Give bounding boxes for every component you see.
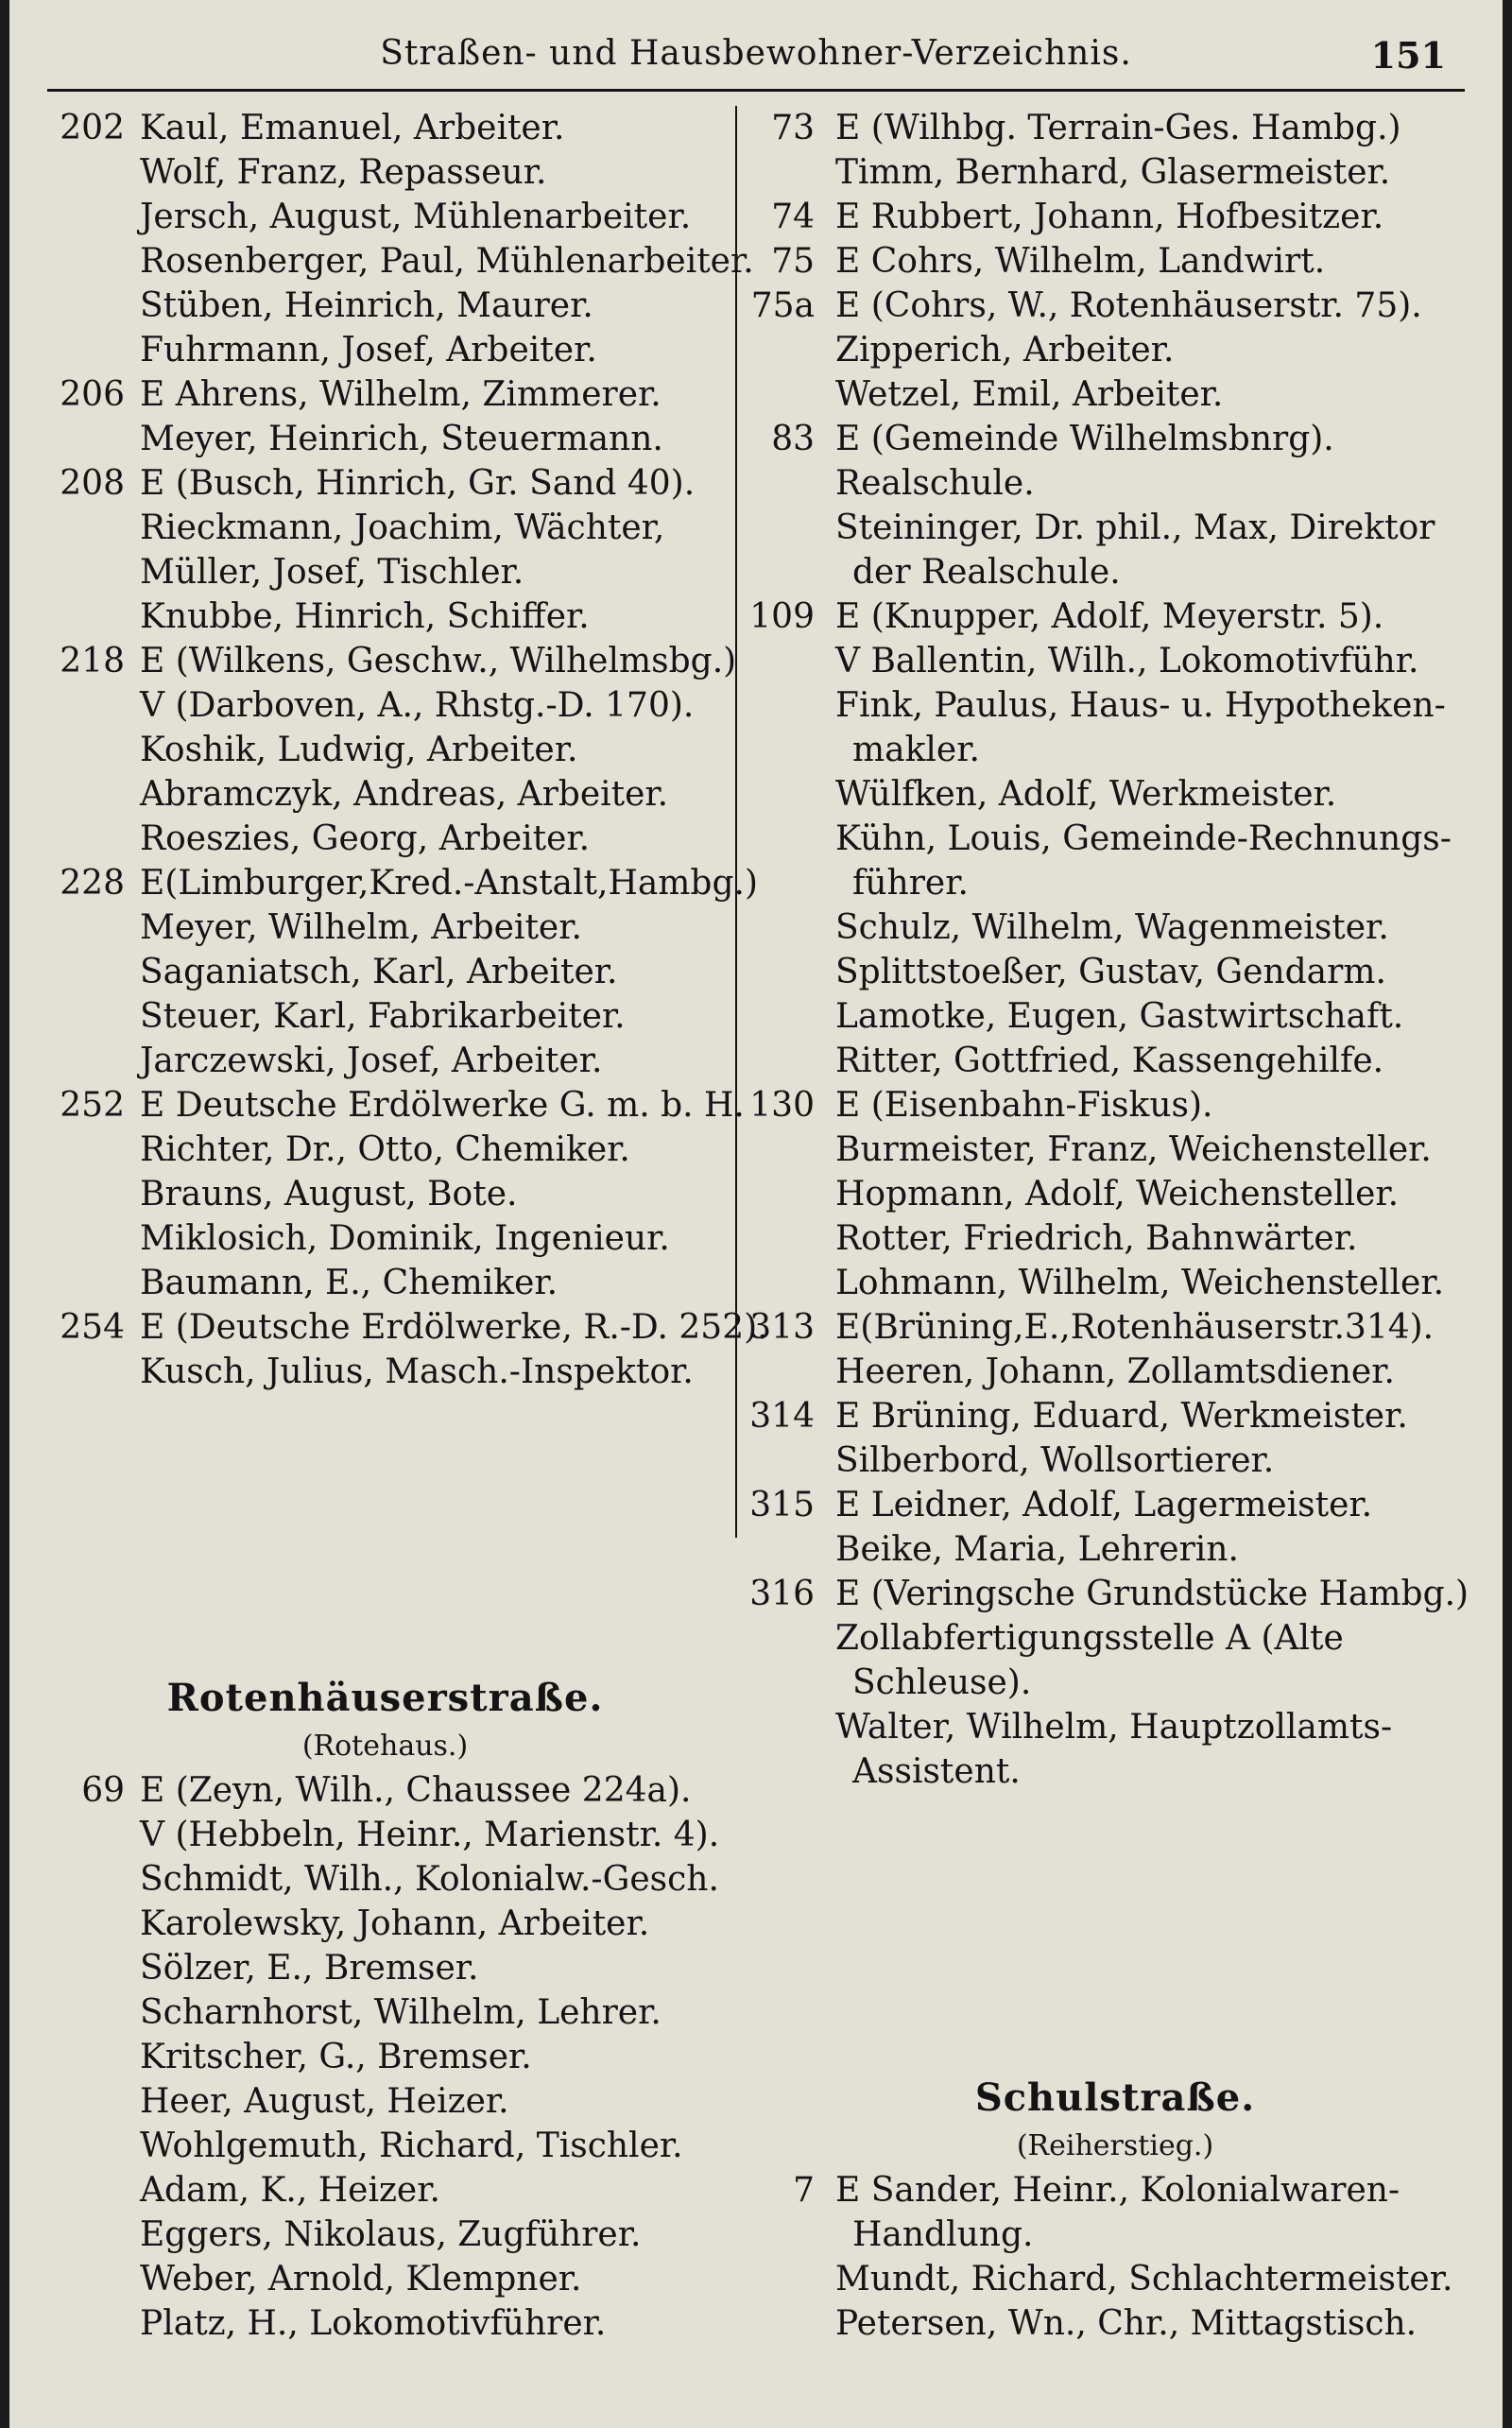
directory-entry — [38, 239, 754, 284]
directory-entry — [38, 2257, 732, 2301]
resident-entry-text: Schulz, Wilhelm, Wagenmeister. — [835, 908, 1389, 947]
resident-entry-text: Rosenberger, Paul, Mühlenarbeiter. — [140, 242, 754, 281]
resident-entry-text: Sölzer, E., Bremser. — [140, 1949, 479, 1988]
resident-entry-text: Zollabfertigungsstelle A (Alte — [835, 1619, 1344, 1658]
directory-entry — [38, 1857, 732, 1902]
directory-entry — [747, 683, 1484, 728]
resident-entry-text: Karolewsky, Johann, Arbeiter. — [140, 1904, 650, 1943]
house-number: 254 — [60, 1308, 125, 1347]
resident-entry-text: Lamotke, Eugen, Gastwirtschaft. — [835, 997, 1404, 1036]
resident-entry-text: Miklosich, Dominik, Ingenieur. — [140, 1219, 670, 1258]
directory-entry — [747, 1705, 1484, 1749]
resident-entry-text: Steininger, Dr. phil., Max, Direktor — [835, 508, 1435, 547]
resident-entry-text: E (Wilhbg. Terrain-Ges. Hambg.) — [835, 109, 1401, 147]
resident-entry-text: E (Deutsche Erdölwerke, R.-D. 252). — [140, 1308, 768, 1347]
resident-entry-text: Abramczyk, Andreas, Arbeiter. — [140, 775, 669, 814]
house-number: 218 — [60, 642, 125, 680]
right-column — [747, 106, 1484, 2346]
directory-entry — [38, 150, 732, 195]
directory-entry — [747, 1039, 1484, 1083]
street-heading-schulstrasse: Schulstraße. — [974, 2075, 1256, 2120]
directory-entry — [38, 106, 732, 150]
street-subheading-rotenhaeuserstrasse: (Rotehaus.) — [301, 1730, 469, 1763]
resident-entry-text: Lohmann, Wilhelm, Weichensteller. — [835, 1264, 1445, 1302]
resident-entry-text: E Ahrens, Wilhelm, Zimmerer. — [140, 375, 662, 414]
resident-entry-text: Eggers, Nikolaus, Zugführer. — [140, 2215, 642, 2254]
directory-entry — [747, 550, 1484, 594]
left-entry-list — [38, 106, 768, 1394]
house-number: 109 — [749, 597, 815, 636]
resident-entry-text: Timm, Bernhard, Glasermeister. — [835, 153, 1391, 192]
left-column-spacer — [38, 1394, 732, 1672]
resident-entry-text: Saganiatsch, Karl, Arbeiter. — [140, 953, 618, 991]
house-number: 73 — [771, 109, 815, 147]
resident-entry-text: E (Zeyn, Wilh., Chaussee 224a). — [140, 1771, 692, 1810]
resident-entry-text: Jarczewski, Josef, Arbeiter. — [140, 1042, 603, 1080]
resident-entry-text: E(Brüning,E.,Rotenhäuserstr.314). — [835, 1308, 1435, 1347]
resident-entry-text: Meyer, Heinrich, Steuermann. — [140, 420, 663, 458]
resident-entry-text: V (Hebbeln, Heinr., Marienstr. 4). — [140, 1816, 720, 1854]
resident-entry-text: Brauns, August, Bote. — [140, 1175, 518, 1214]
directory-entry — [38, 817, 732, 861]
directory-entry — [38, 594, 732, 639]
resident-entry-text: Platz, H., Lokomotivführer. — [140, 2304, 607, 2343]
resident-entry-text: Ritter, Gottfried, Kassengehilfe. — [835, 1042, 1384, 1080]
directory-entry — [747, 2213, 1484, 2257]
directory-entry — [747, 150, 1484, 195]
house-number: 252 — [60, 1086, 125, 1125]
directory-entry — [38, 2301, 732, 2346]
directory-entry — [747, 284, 1484, 328]
directory-entry — [747, 1128, 1484, 1172]
directory-entry — [38, 2035, 732, 2079]
resident-entry-text: Mundt, Richard, Schlachtermeister. — [835, 2260, 1453, 2299]
house-number: 206 — [60, 375, 125, 414]
resident-entry-text: Kusch, Julius, Masch.-Inspektor. — [140, 1352, 694, 1391]
resident-entry-text: Fink, Paulus, Haus- u. Hypotheken- — [835, 686, 1446, 725]
resident-entry-text: Assistent. — [852, 1752, 1021, 1791]
directory-page — [9, 0, 1503, 2428]
resident-entry-text: makler. — [852, 731, 980, 769]
directory-entry — [747, 1216, 1484, 1261]
directory-entry — [38, 284, 732, 328]
house-number: 208 — [60, 464, 125, 503]
resident-entry-text: E (Busch, Hinrich, Gr. Sand 40). — [140, 464, 696, 503]
directory-entry — [38, 328, 732, 372]
directory-entry — [747, 772, 1484, 817]
resident-entry-text: Müller, Josef, Tischler. — [140, 553, 524, 592]
resident-entry-text: Zipperich, Arbeiter. — [835, 331, 1175, 370]
left-column — [38, 106, 768, 2346]
house-number: 202 — [60, 109, 125, 147]
resident-entry-text: Wolf, Franz, Repasseur. — [140, 153, 547, 192]
directory-entry — [38, 2168, 732, 2213]
resident-entry-text: Wetzel, Emil, Arbeiter. — [835, 375, 1224, 414]
directory-entry — [38, 905, 732, 950]
directory-entry — [38, 1350, 732, 1394]
page-number: 151 — [1370, 34, 1446, 77]
directory-entry — [747, 372, 1484, 417]
house-number: 130 — [749, 1086, 815, 1125]
house-number: 228 — [60, 864, 125, 903]
directory-entry — [38, 417, 732, 461]
directory-entry — [747, 1394, 1484, 1438]
directory-entry — [747, 1527, 1484, 1572]
directory-entry — [747, 2257, 1484, 2301]
page-header-title: Straßen- und Hausbewohner-Verzeichnis. — [380, 34, 1132, 73]
resident-entry-text: Roeszies, Georg, Arbeiter. — [140, 819, 591, 858]
resident-entry-text: Beike, Maria, Lehrerin. — [835, 1530, 1239, 1569]
directory-entry — [38, 861, 759, 905]
directory-entry — [747, 639, 1484, 683]
directory-entry — [747, 728, 1484, 772]
directory-entry — [38, 461, 732, 506]
resident-entry-text: Adam, K., Heizer. — [140, 2171, 440, 2210]
resident-entry-text: Schmidt, Wilh., Kolonialw.-Gesch. — [140, 1860, 719, 1899]
directory-entry — [747, 1661, 1484, 1705]
resident-entry-text: E Brüning, Eduard, Werkmeister. — [835, 1397, 1408, 1436]
resident-entry-text: Richter, Dr., Otto, Chemiker. — [140, 1130, 630, 1169]
resident-entry-text: Stüben, Heinrich, Maurer. — [140, 286, 593, 325]
resident-entry-text: Realschule. — [835, 464, 1035, 503]
house-number: 314 — [749, 1397, 815, 1436]
resident-entry-text: führer. — [852, 864, 969, 903]
resident-entry-text: Rotter, Friedrich, Bahnwärter. — [835, 1219, 1358, 1258]
house-number: 316 — [749, 1575, 815, 1613]
directory-entry — [747, 1172, 1484, 1216]
resident-entry-text: E(Limburger,Kred.-Anstalt,Hambg.) — [140, 864, 759, 903]
directory-entry — [38, 1172, 732, 1216]
directory-entry — [747, 1438, 1484, 1483]
directory-entry — [38, 1039, 732, 1083]
resident-entry-text: Baumann, E., Chemiker. — [140, 1264, 558, 1302]
resident-entry-text: der Realschule. — [852, 553, 1121, 592]
directory-entry — [38, 683, 732, 728]
house-number: 315 — [749, 1486, 815, 1524]
resident-entry-text: Steuer, Karl, Fabrikarbeiter. — [140, 997, 626, 1036]
directory-entry — [747, 2168, 1484, 2213]
right-column-spacer — [747, 1794, 1484, 2072]
resident-entry-text: E (Knupper, Adolf, Meyerstr. 5). — [835, 597, 1384, 636]
directory-entry — [38, 1261, 732, 1305]
right-entry-list — [747, 106, 1484, 1794]
directory-entry — [747, 461, 1484, 506]
resident-entry-text: E Leidner, Adolf, Lagermeister. — [835, 1486, 1373, 1524]
left-entry-list-2 — [38, 1768, 732, 2346]
resident-entry-text: Kritscher, G., Bremser. — [140, 2038, 532, 2076]
directory-entry — [747, 1305, 1484, 1350]
resident-entry-text: E (Veringsche Grundstücke Hambg.) — [835, 1575, 1469, 1613]
directory-entry — [38, 1216, 732, 1261]
directory-entry — [747, 1483, 1484, 1527]
directory-entry — [38, 2079, 732, 2124]
directory-entry — [747, 106, 1484, 150]
directory-entry — [38, 1902, 732, 1946]
resident-entry-text: V Ballentin, Wilh., Lokomotivführ. — [835, 642, 1419, 680]
directory-entry — [38, 372, 732, 417]
resident-entry-text: Koshik, Ludwig, Arbeiter. — [140, 731, 578, 769]
resident-entry-text: Jersch, August, Mühlenarbeiter. — [140, 198, 692, 236]
directory-entry — [747, 1350, 1484, 1394]
resident-entry-text: Kaul, Emanuel, Arbeiter. — [140, 109, 565, 147]
house-number: 75a — [750, 286, 815, 325]
resident-entry-text: E (Gemeinde Wilhelmsbnrg). — [835, 420, 1334, 458]
directory-entry — [38, 195, 732, 239]
directory-entry — [38, 2213, 732, 2257]
resident-entry-text: E Deutsche Erdölwerke G. m. b. H. — [140, 1086, 745, 1125]
directory-entry — [747, 1083, 1484, 1128]
street-subheading-schulstrasse: (Reiherstieg.) — [1016, 2129, 1214, 2162]
page-header — [47, 28, 1465, 92]
resident-entry-text: Weber, Arnold, Klempner. — [140, 2260, 582, 2299]
directory-entry — [38, 1768, 732, 1813]
directory-entry — [38, 639, 737, 683]
resident-entry-text: E (Eisenbahn-Fiskus). — [835, 1086, 1213, 1125]
directory-entry — [747, 417, 1484, 461]
house-number: 313 — [749, 1308, 815, 1347]
resident-entry-text: Wohlgemuth, Richard, Tischler. — [140, 2127, 683, 2165]
directory-entry — [38, 1946, 732, 1990]
directory-entry — [747, 195, 1484, 239]
resident-entry-text: Heer, August, Heizer. — [140, 2082, 509, 2121]
resident-entry-text: Knubbe, Hinrich, Schiffer. — [140, 597, 590, 636]
directory-entry — [38, 1128, 732, 1172]
resident-entry-text: Meyer, Wilhelm, Arbeiter. — [140, 908, 582, 947]
resident-entry-text: Wülfken, Adolf, Werkmeister. — [835, 775, 1337, 814]
directory-entry — [747, 950, 1484, 994]
directory-entry — [38, 1305, 768, 1350]
house-number: 74 — [771, 198, 815, 236]
directory-entry — [38, 550, 732, 594]
resident-entry-text: E Sander, Heinr., Kolonialwaren- — [835, 2171, 1400, 2210]
street-heading-rotenhaeuserstrasse: Rotenhäuserstraße. — [166, 1676, 604, 1720]
directory-entry — [747, 861, 1484, 905]
resident-entry-text: Silberbord, Wollsortierer. — [835, 1441, 1275, 1480]
directory-entry — [747, 905, 1484, 950]
resident-entry-text: Handlung. — [852, 2215, 1034, 2254]
house-number: 7 — [793, 2171, 815, 2210]
directory-entry — [38, 1083, 745, 1128]
directory-entry — [38, 2124, 732, 2168]
resident-entry-text: Walter, Wilhelm, Hauptzollamts- — [835, 1708, 1393, 1747]
resident-entry-text: E (Wilkens, Geschw., Wilhelmsbg.) — [140, 642, 737, 680]
directory-entry — [38, 728, 732, 772]
resident-entry-text: Heeren, Johann, Zollamtsdiener. — [835, 1352, 1395, 1391]
resident-entry-text: E Cohrs, Wilhelm, Landwirt. — [835, 242, 1326, 281]
directory-entry — [747, 2301, 1484, 2346]
resident-entry-text: Petersen, Wn., Chr., Mittagstisch. — [835, 2304, 1418, 2343]
resident-entry-text: Schleuse). — [852, 1663, 1032, 1702]
resident-entry-text: E Rubbert, Johann, Hofbesitzer. — [835, 198, 1384, 236]
resident-entry-text: E (Cohrs, W., Rotenhäuserstr. 75). — [835, 286, 1422, 325]
resident-entry-text: Hopmann, Adolf, Weichensteller. — [835, 1175, 1400, 1214]
house-number: 83 — [771, 420, 815, 458]
directory-entry — [747, 1749, 1484, 1794]
directory-entry — [747, 328, 1484, 372]
directory-entry — [747, 994, 1484, 1039]
directory-entry — [747, 594, 1484, 639]
directory-entry — [38, 506, 732, 550]
directory-entry — [38, 772, 732, 817]
directory-entry — [747, 1616, 1484, 1661]
resident-entry-text: Fuhrmann, Josef, Arbeiter. — [140, 331, 597, 370]
directory-entry — [747, 1572, 1484, 1616]
resident-entry-text: Scharnhorst, Wilhelm, Lehrer. — [140, 1993, 662, 2032]
right-entry-list-2 — [747, 2168, 1484, 2346]
resident-entry-text: Splittstoeßer, Gustav, Gendarm. — [835, 953, 1386, 991]
directory-entry — [38, 1990, 732, 2035]
directory-entry — [38, 950, 732, 994]
directory-entry — [38, 1813, 732, 1857]
directory-entry — [747, 506, 1484, 550]
directory-entry — [747, 239, 1484, 284]
house-number: 75 — [771, 242, 815, 281]
resident-entry-text: Burmeister, Franz, Weichensteller. — [835, 1130, 1432, 1169]
directory-entry — [38, 994, 732, 1039]
directory-entry — [747, 817, 1484, 861]
resident-entry-text: V (Darboven, A., Rhstg.-D. 170). — [140, 686, 695, 725]
directory-entry — [747, 1261, 1484, 1305]
resident-entry-text: Kühn, Louis, Gemeinde-Rechnungs- — [835, 819, 1452, 858]
resident-entry-text: Rieckmann, Joachim, Wächter, — [140, 508, 665, 547]
house-number: 69 — [81, 1771, 125, 1810]
